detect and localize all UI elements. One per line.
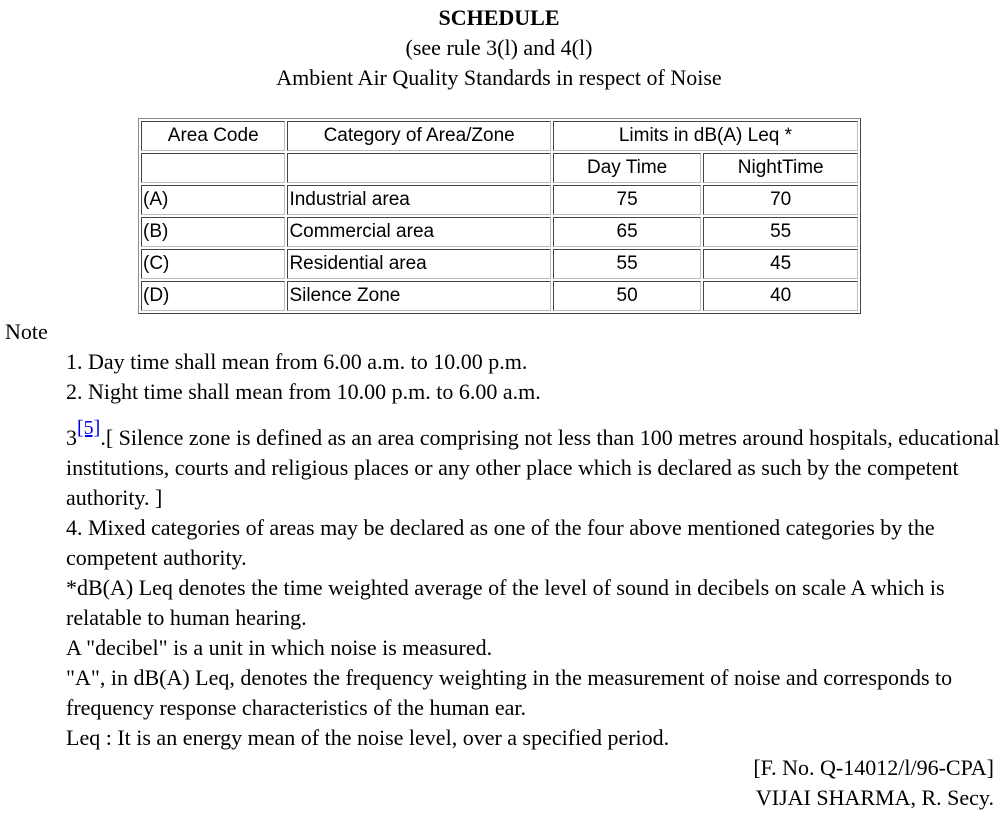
category-cell: Commercial area bbox=[287, 217, 550, 247]
night-limit-cell: 40 bbox=[703, 281, 858, 311]
night-limit-cell: 70 bbox=[703, 185, 858, 215]
note-label: Note bbox=[5, 319, 48, 344]
day-limit-cell: 55 bbox=[553, 249, 702, 279]
category-cell: Silence Zone bbox=[287, 281, 550, 311]
area-code-cell: (D) bbox=[141, 281, 285, 311]
table-header-row bbox=[141, 121, 858, 151]
note-night-time: 2. Night time shall mean from 10.00 p.m. to 6.00 a.m. bbox=[66, 379, 541, 404]
header-night-time: NightTime bbox=[703, 153, 858, 183]
note-silence-zone-text: .[ Silence zone is defined as an area comprising not less than 100 metres around hospitals, educational institutions, courts and religious places or any other place which is declared as such by the competent authority. ] bbox=[66, 425, 1000, 510]
note-silence-zone bbox=[66, 417, 1001, 513]
day-limit-cell: 50 bbox=[553, 281, 702, 311]
day-limit-cell: 65 bbox=[553, 217, 702, 247]
header-day-time: Day Time bbox=[553, 153, 702, 183]
category-cell: Industrial area bbox=[287, 185, 550, 215]
empty-cell bbox=[287, 153, 550, 183]
empty-cell bbox=[141, 153, 285, 183]
area-code-cell: (A) bbox=[141, 185, 285, 215]
rule-reference: (see rule 3(l) and 4(l) bbox=[405, 35, 593, 60]
night-limit-cell: 55 bbox=[703, 217, 858, 247]
table-row bbox=[141, 185, 858, 215]
note-day-time: 1. Day time shall mean from 6.00 a.m. to 10.00 p.m. bbox=[66, 349, 528, 374]
note-mixed-categories: 4. Mixed categories of areas may be declared as one of the four above mentioned categories by the competent authority. bbox=[66, 515, 935, 570]
note-number: 3 bbox=[66, 425, 77, 450]
schedule-title: SCHEDULE bbox=[438, 5, 560, 30]
definition-decibel: A "decibel" is a unit in which noise is measured. bbox=[66, 635, 493, 660]
header-limits: Limits in dB(A) Leq * bbox=[553, 121, 858, 151]
night-limit-cell: 45 bbox=[703, 249, 858, 279]
category-cell: Residential area bbox=[287, 249, 550, 279]
standards-heading: Ambient Air Quality Standards in respect of Noise bbox=[276, 65, 722, 90]
definition-dba-leq: *dB(A) Leq denotes the time weighted average of the level of sound in decibels on scale A which is relatable to human hearing. bbox=[66, 575, 945, 630]
header-category: Category of Area/Zone bbox=[287, 121, 550, 151]
footnote-link[interactable]: [5] bbox=[77, 417, 101, 439]
definition-leq: Leq : It is an energy mean of the noise level, over a specified period. bbox=[66, 725, 670, 750]
notes-section bbox=[66, 347, 1001, 753]
area-code-cell: (C) bbox=[141, 249, 285, 279]
table-row bbox=[141, 281, 858, 311]
definition-a-weighting: "A", in dB(A) Leq, denotes the frequency weighting in the measurement of noise and corresponds to frequency response characteristics of the human ear. bbox=[66, 665, 953, 720]
file-number: [F. No. Q-14012/l/96-CPA] bbox=[753, 755, 994, 780]
signatory: VIJAI SHARMA, R. Secy. bbox=[755, 785, 994, 810]
area-code-cell: (B) bbox=[141, 217, 285, 247]
noise-standards-table bbox=[138, 118, 861, 314]
table-subheader-row bbox=[141, 153, 858, 183]
header-area-code: Area Code bbox=[141, 121, 285, 151]
table-row bbox=[141, 217, 858, 247]
table-row bbox=[141, 249, 858, 279]
day-limit-cell: 75 bbox=[553, 185, 702, 215]
